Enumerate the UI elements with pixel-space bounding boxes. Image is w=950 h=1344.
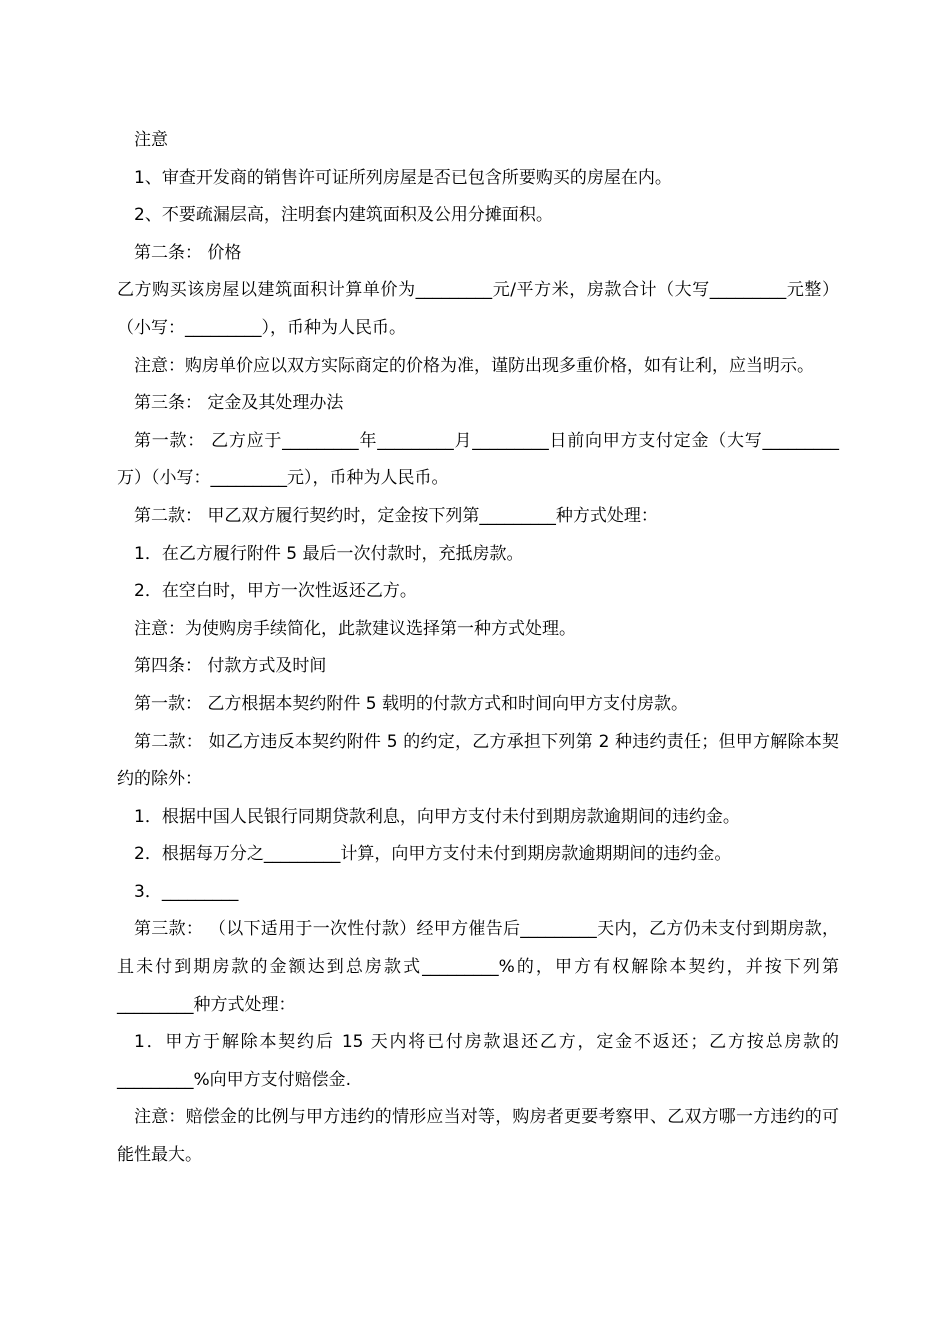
article-2-heading: 第二条： 价格: [134, 242, 242, 263]
document-page: [117, 122, 839, 1175]
penalty-option-1: 1．根据中国人民银行同期贷款利息，向甲方支付未付到期房款逾期间的违约金。: [134, 806, 740, 827]
payment-clause-3: 第三款： （以下适用于一次性付款）经甲方催告后_________天内，乙方仍未支付到期房款，且未付到期房款的金额达到总房款式_________%的，甲方有权解除本契约，并按下列第_________种方式处理：: [117, 919, 839, 1015]
deposit-note: 注意：为使购房手续简化，此款建议选择第一种方式处理。: [134, 618, 576, 639]
compensation-note: 注意：赔偿金的比例与甲方违约的情形应当对等，购房者更要考察甲、乙双方哪一方违约的可能性最大。: [117, 1107, 839, 1166]
deposit-clause-1: 第一款： 乙方应于_________年_________月_________日前向甲方支付定金（大写_________万）（小写：_________元），币种为人民币。: [117, 430, 839, 489]
penalty-option-2: 2．根据每万分之_________计算，向甲方支付未付到期房款逾期期间的违约金。: [134, 844, 732, 865]
termination-option-1: 1．甲方于解除本契约后 15 天内将已付房款退还乙方，定金不返还；乙方按总房款的_________%向甲方支付赔偿金.: [117, 1032, 839, 1090]
price-note: 注意：购房单价应以双方实际商定的价格为准，谨防出现多重价格，如有让利，应当明示。: [134, 355, 814, 376]
price-clause: 乙方购买该房屋以建筑面积计算单价为_________元/平方米，房款合计（大写_________元整）（小写：_________），币种为人民币。: [117, 280, 839, 338]
penalty-option-3: 3．_________: [134, 881, 239, 902]
deposit-option-2: 2．在空白时，甲方一次性返还乙方。: [134, 581, 417, 602]
note-item-2: 2、不要疏漏层高，注明套内建筑面积及公用分摊面积。: [134, 205, 553, 226]
note-heading: 注意: [134, 130, 168, 150]
article-3-heading: 第三条： 定金及其处理办法: [134, 393, 344, 414]
payment-clause-1: 第一款： 乙方根据本契约附件 5 载明的付款方式和时间向甲方支付房款。: [134, 693, 689, 714]
deposit-option-1: 1．在乙方履行附件 5 最后一次付款时，充抵房款。: [134, 543, 524, 564]
deposit-clause-2: 第二款： 甲乙双方履行契约时，定金按下列第_________种方式处理：: [134, 505, 658, 526]
payment-clause-2: 第二款： 如乙方违反本契约附件 5 的约定，乙方承担下列第 2 种违约责任；但甲方解除本契约的除外：: [117, 731, 839, 790]
note-item-1: 1、审查开发商的销售许可证所列房屋是否已包含所要购买的房屋在内。: [134, 167, 672, 188]
article-4-heading: 第四条： 付款方式及时间: [134, 656, 327, 677]
